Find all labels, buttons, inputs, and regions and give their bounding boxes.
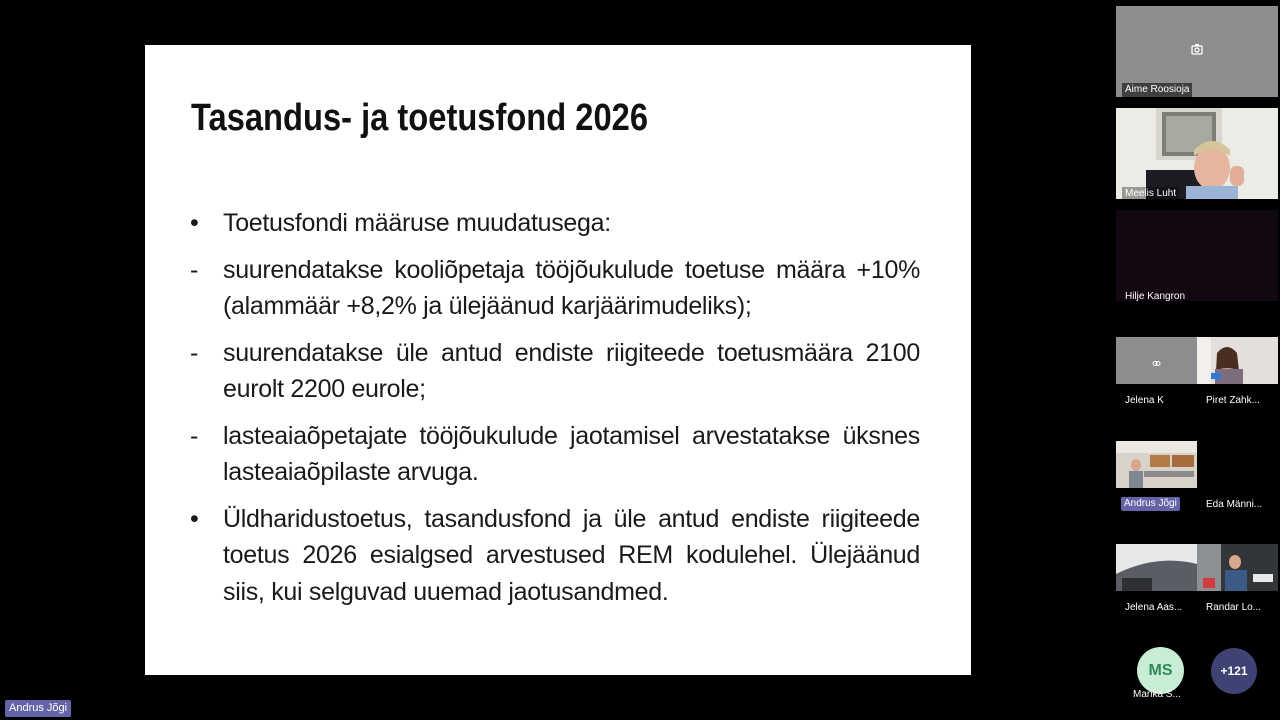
camera-off-icon <box>1190 42 1204 56</box>
participant-tile-piret[interactable] <box>1197 337 1278 384</box>
participant-tile-meelis[interactable] <box>1116 108 1278 199</box>
slide-bullet-list <box>185 205 920 620</box>
bullet-marker: - <box>190 421 199 450</box>
bullet-text: Toetusfondi määruse muudatusega: <box>223 209 611 237</box>
participant-tile-andrus[interactable] <box>1116 441 1197 488</box>
slide-title: Tasandus- ja toetusfond 2026 <box>191 97 649 139</box>
participant-video <box>1116 544 1197 591</box>
bullet-text: lasteaiaõpetajate tööjõukulude jaotamisel arvestatakse üksnes lasteaiaõpilaste arvuga. <box>223 421 920 486</box>
slide-bullet <box>185 501 920 611</box>
participant-tile-jelena-k[interactable] <box>1116 337 1197 384</box>
avatar-initials: MS <box>1148 661 1173 679</box>
participant-video <box>1116 108 1278 199</box>
participant-name: Randar Lo... <box>1206 602 1262 613</box>
participant-video <box>1116 441 1197 488</box>
participant-name: Hilje Kangron <box>1125 291 1186 301</box>
participant-tile-aime[interactable] <box>1116 6 1278 97</box>
participant-name: Jelena K <box>1125 395 1164 406</box>
participant-video <box>1197 337 1278 384</box>
participant-tile-hilje[interactable] <box>1116 210 1278 301</box>
shared-slide <box>145 45 971 675</box>
bullet-marker: • <box>190 504 199 533</box>
participant-name: Meelis Luht <box>1122 187 1179 199</box>
participant-name: Piret Zahk... <box>1206 395 1260 406</box>
bullet-text: suurendatakse kooliõpetaja tööjõukulude toetuse määra +10% (alammäär +8,2% ja ülejäänud karjäärimudeliks); <box>223 255 920 320</box>
avatar[interactable] <box>1137 647 1184 694</box>
participant-video <box>1197 544 1278 591</box>
more-participants-button[interactable] <box>1211 648 1257 694</box>
bullet-text: Üldharidustoetus, tasandusfond ja üle antud endiste riigiteede toetus 2026 esialgsed arvestused REM kodulehel. Ülejäänud siis, kui selguvad uuemad jaotusandmed. <box>223 504 920 606</box>
more-participants-count: +121 <box>1220 664 1248 678</box>
bullet-marker: - <box>190 255 199 284</box>
participant-tile-randar[interactable] <box>1197 544 1278 591</box>
bullet-marker: • <box>190 209 199 237</box>
bullet-marker: - <box>190 338 199 367</box>
participant-name: Jelena Aas... <box>1125 602 1183 613</box>
participant-name: Marika S... <box>1133 689 1181 700</box>
camera-off-icon <box>1152 355 1161 364</box>
slide-bullet <box>185 418 920 491</box>
participant-name: Aime Roosioja <box>1122 83 1192 97</box>
participant-tile-jelena-aas[interactable] <box>1116 544 1197 591</box>
self-view-name-tag: Andrus Jõgi <box>5 700 71 717</box>
slide-bullet <box>185 335 920 408</box>
slide-bullet <box>185 252 920 325</box>
participant-name: Eda Männi... <box>1206 499 1263 510</box>
slide-bullet <box>185 205 920 242</box>
participant-tile-eda[interactable] <box>1197 441 1278 488</box>
bullet-text: suurendatakse üle antud endiste riigiteede toetusmäära 2100 eurolt 2200 eurole; <box>223 338 920 403</box>
participant-name: Andrus Jõgi <box>1121 497 1180 511</box>
